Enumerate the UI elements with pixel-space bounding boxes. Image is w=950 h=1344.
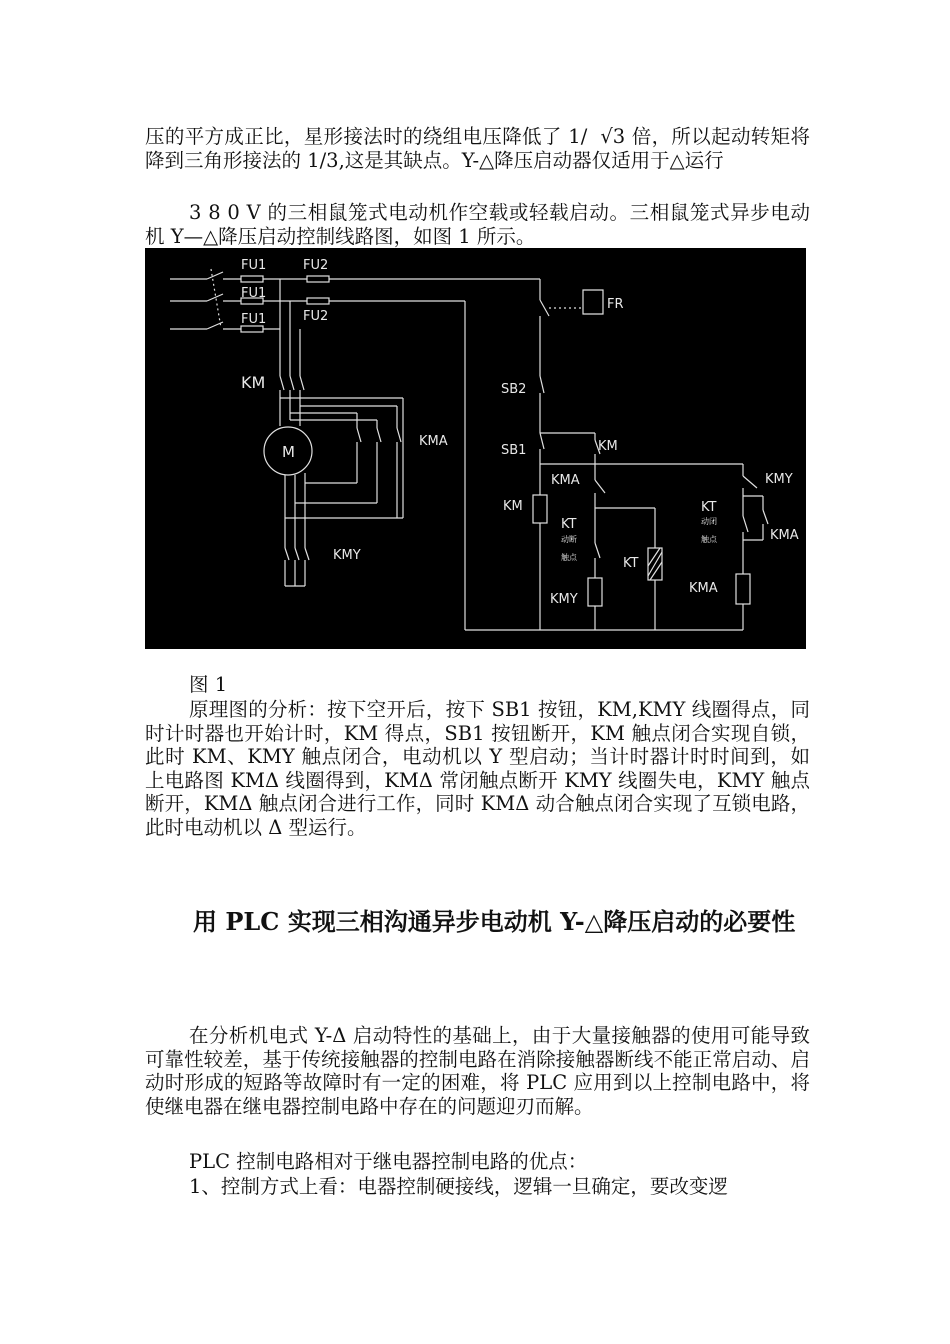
label-km-coil: KM xyxy=(503,499,523,514)
kmy-contact-3 xyxy=(305,548,309,560)
label-kt-contact: KT xyxy=(561,517,577,532)
label-kma-nc: KMA xyxy=(551,473,580,488)
label-fr: FR xyxy=(607,297,624,312)
figure-caption: 图 1 xyxy=(189,673,228,696)
label-fu1-b: FU1 xyxy=(241,286,267,301)
label-fu2-b: FU2 xyxy=(303,309,329,324)
kma-hold-contact xyxy=(763,510,768,524)
kma-coil xyxy=(736,574,750,604)
km-main-contact-3 xyxy=(300,376,304,390)
label-kt-no: KT xyxy=(701,500,717,515)
kmy-coil xyxy=(588,578,602,606)
km-main-contact-1 xyxy=(280,376,284,390)
circuit-labels xyxy=(241,258,799,607)
section-heading: 用 PLC 实现三相沟通异步电动机 Y-△降压启动的必要性 xyxy=(193,907,796,936)
circuit-diagram-figure xyxy=(145,248,806,649)
label-km-main: KM xyxy=(241,373,266,392)
label-motor: M xyxy=(282,443,295,461)
circuit-diagram-svg xyxy=(145,248,806,649)
sb1-contact xyxy=(540,433,544,449)
fr-element-left xyxy=(583,290,593,314)
kma-nc-contact xyxy=(595,480,605,493)
km-coil xyxy=(533,495,547,523)
label-kmy-coil: KMY xyxy=(550,592,578,607)
paragraph-380v-motor: 3 8 0 V 的三相鼠笼式电动机作空载或轻载启动。三相鼠笼式异步电动机 Y—△降压启动控制线路图，如图 1 所示。 xyxy=(145,201,810,248)
fuse-fu2-a xyxy=(307,276,329,282)
label-kt-no-note-1: 动闭 xyxy=(701,517,717,526)
label-kt-contact-note-1: 动断 xyxy=(561,535,577,544)
kt-nc-contact xyxy=(595,543,600,558)
sb2-contact xyxy=(540,376,544,393)
paragraph-plc-analysis: 在分析机电式 Y-Δ 启动特性的基础上，由于大量接触器的使用可能导致可靠性较差，基于传统接触器的控制电路在消除接触器断线不能正常启动、启动时形成的短路等故障时有一定的困难，将 PLC 应用到以上控制电路中，将使继电器在继电器控制电路中存在的问题迎刃而解。 xyxy=(145,1024,810,1118)
kt-no-contact xyxy=(743,516,748,532)
kma-main-contact-1 xyxy=(357,428,361,442)
kmy-contact-1 xyxy=(285,548,289,560)
kmy-nc-contact xyxy=(743,476,757,488)
fuse-fu1-a xyxy=(241,276,263,282)
km-main-contact-2 xyxy=(290,376,294,390)
label-kmy-main: KMY xyxy=(333,548,361,563)
kma-main-contact-3 xyxy=(397,428,401,442)
paragraph-control-method: 1、控制方式上看：电器控制硬接线，逻辑一旦确定，要改变逻 xyxy=(189,1175,728,1198)
label-kma-coil: KMA xyxy=(689,581,718,596)
label-sb1: SB1 xyxy=(501,443,527,458)
label-kt-no-note-2: 触点 xyxy=(701,535,717,544)
label-fu1-a: FU1 xyxy=(241,258,267,273)
kt-coil-hatch-2 xyxy=(648,548,660,566)
switch-blade-1 xyxy=(207,272,223,279)
label-km-hold: KM xyxy=(598,439,618,454)
label-kt-coil: KT xyxy=(623,556,639,571)
fr-element-right xyxy=(593,290,603,314)
label-kt-contact-note-2: 触点 xyxy=(561,553,577,562)
kt-coil-hatch-3 xyxy=(650,562,662,580)
fuse-fu2-b xyxy=(307,298,329,304)
label-kma-main: KMA xyxy=(419,434,448,449)
switch-blade-3 xyxy=(207,322,223,329)
label-sb2: SB2 xyxy=(501,382,527,397)
label-kma-hold: KMA xyxy=(770,528,799,543)
label-fu2-a: FU2 xyxy=(303,258,329,273)
label-fu1-c: FU1 xyxy=(241,312,267,327)
paragraph-plc-advantages: PLC 控制电路相对于继电器控制电路的优点： xyxy=(189,1150,588,1173)
fr-contact xyxy=(540,300,549,316)
kma-main-contact-2 xyxy=(377,428,381,442)
paragraph-principle-analysis: 原理图的分析：按下空开后，按下 SB1 按钮，KM,KMY 线圈得点，同时计时器也开始计时，KM 得点，SB1 按钮断开，KM 触点闭合实现自锁，此时 KM、KMY 触点闭合，电动机以 Y 型启动；当计时器计时时间到，如上电路图 KMΔ 线圈得到，KMΔ 常闭触点断开 KMY 线圈失电，KMY 触点断开，KMΔ 触点闭合进行工作，同时 KMΔ 动合触点闭合实现了互锁电路，此时电动机以 Δ 型运行。 xyxy=(145,698,810,839)
kmy-contact-2 xyxy=(295,548,299,560)
paragraph-star-delta-voltage: 压的平方成正比，星形接法时的绕组电压降低了 1/ √3 倍，所以起动转矩将降到三角形接法的 1/3,这是其缺点。Y-△降压启动器仅适用于△运行 xyxy=(145,125,810,172)
label-kmy-nc: KMY xyxy=(765,472,793,487)
